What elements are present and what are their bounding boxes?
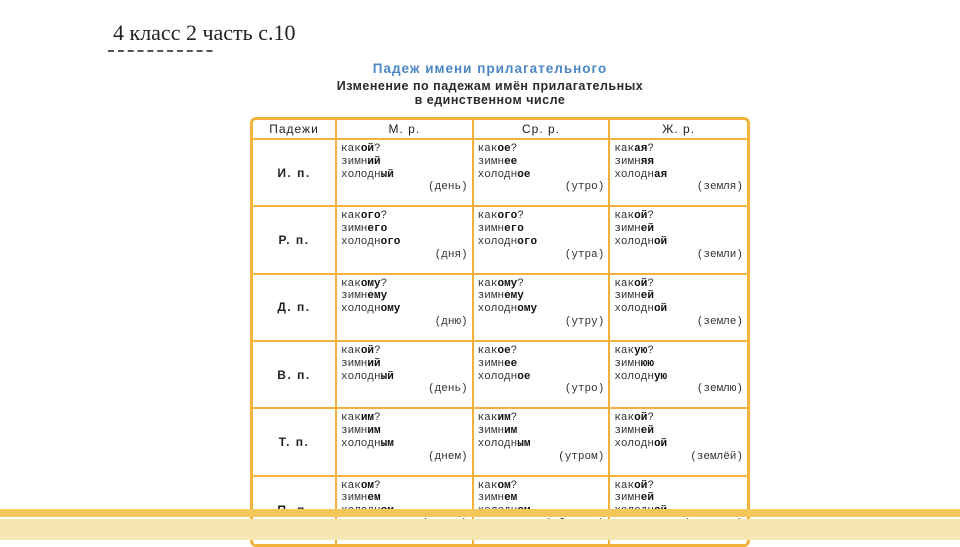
word-ending: ом [360,479,375,492]
word-ending: ий [367,357,381,370]
case-label: Р. п. [253,207,337,274]
form-cell-neuter [474,342,611,409]
adjective-form [341,438,472,451]
question-mark: ? [380,277,388,290]
word-stem: как [477,412,498,425]
form-cell-feminine [610,342,747,409]
form-cell-feminine [610,409,747,476]
adjective-form [341,358,472,371]
adjective-form [614,345,747,358]
word-stem: зимн [614,223,641,236]
word-stem: зимн [341,223,368,236]
form-cell-masculine [337,409,474,476]
word-stem: зимн [477,155,505,168]
word-ending: ое [497,345,511,357]
word-stem: зимн [341,155,368,168]
word-stem: холодн [341,168,381,181]
question-mark: ? [647,143,654,155]
adjective-form [478,480,609,493]
word-stem: как [341,479,361,492]
word-ending: ого [497,210,518,223]
adjective-form [341,492,472,505]
word-ending: ую [634,345,648,357]
noun-example: (утра) [564,248,605,261]
word-stem: зимн [477,425,505,438]
adjective-form [614,438,747,451]
word-stem: зимн [614,357,641,370]
word-ending: им [367,425,381,438]
word-stem: как [614,479,635,492]
question-mark: ? [374,479,381,492]
word-stem: холодн [614,303,654,316]
header-masculine: М. р. [337,120,474,140]
word-stem: как [477,143,498,155]
noun-example: (земле) [696,316,743,329]
word-stem: как [614,210,635,223]
word-stem: зимн [477,223,505,236]
adjective-form [614,169,747,182]
question-mark: ? [510,412,518,425]
word-ending: ем [367,492,381,505]
word-ending: ей [640,223,654,236]
word-stem: холодн [614,437,654,450]
adjective-form [341,156,472,169]
word-stem: как [614,277,635,290]
word-ending: ое [517,168,531,181]
adjective-form [478,303,609,316]
form-cell-neuter [474,275,611,342]
noun-example: (дню) [434,316,468,329]
adjective-form [614,358,747,371]
question-mark: ? [647,479,654,492]
noun-example: (земля) [696,181,743,194]
word-stem: зимн [341,492,368,505]
adjective-form [478,290,609,303]
adjective-form [341,236,472,249]
question-mark: ? [647,412,654,425]
word-ending: ым [380,437,394,450]
word-ending: ому [497,277,518,290]
noun-example: (дня) [434,248,468,261]
word-ending: ему [367,290,388,303]
adjective-form [478,156,609,169]
question-mark: ? [374,412,381,425]
question-mark: ? [510,479,518,492]
word-stem: как [614,143,635,155]
word-ending: ем [504,492,518,505]
word-ending: им [360,412,375,425]
word-ending: ого [360,210,381,223]
adjective-form [478,236,609,249]
noun-example: (утро) [564,181,605,194]
word-ending: им [497,412,511,425]
textbook-page [213,50,767,505]
slide-title: 4 класс 2 часть с.10 [113,20,296,45]
form-cell-masculine [337,342,474,409]
word-ending: ей [640,290,654,303]
word-stem: зимн [614,492,641,505]
noun-example: (утром) [558,450,605,463]
word-stem: холодн [614,370,654,383]
word-ending: ой [634,479,648,492]
adjective-form [341,412,472,425]
question-mark: ? [374,345,381,357]
word-stem: холодн [477,168,518,181]
question-mark: ? [517,277,524,290]
noun-example: (день) [428,383,468,396]
word-ending: им [504,425,518,438]
noun-example: (земли) [696,248,743,261]
adjective-form [614,425,747,438]
adjective-form [478,412,609,425]
form-cell-neuter [474,140,611,207]
adjective-form [478,210,609,223]
word-stem: холодн [341,437,381,450]
form-cell-feminine [610,140,747,207]
word-ending: ой [653,303,668,316]
word-stem: холодн [341,235,381,248]
word-ending: ой [634,412,648,425]
form-cell-masculine [337,207,474,274]
word-stem: холодн [614,168,654,181]
adjective-form [341,290,472,303]
word-stem: холодн [341,370,381,383]
word-stem: как [477,277,498,290]
word-ending: ой [360,345,375,357]
word-ending: ое [497,143,511,155]
adjective-form [341,480,472,493]
adjective-form [341,345,472,358]
word-ending: ым [517,437,531,450]
adjective-form [478,425,609,438]
case-label: И. п. [253,140,337,207]
word-ending: ий [367,155,381,168]
adjective-form [341,278,472,291]
adjective-form [478,169,609,182]
form-cell-neuter [474,409,611,476]
word-stem: холодн [614,235,654,248]
page-subtitle-line-1: Изменение по падежам имён прилагательных [336,79,644,93]
word-ending: ому [380,303,401,316]
word-stem: как [341,143,361,155]
word-ending: ой [634,277,648,290]
adjective-form [478,223,609,236]
adjective-form [341,303,472,316]
word-ending: ый [380,168,394,181]
adjective-form [614,278,747,291]
adjective-form [341,223,472,236]
word-stem: как [341,345,361,357]
case-label: В. п. [253,342,337,409]
declension-table [250,117,750,547]
word-ending: ого [517,235,538,248]
adjective-form [478,492,609,505]
question-mark: ? [517,210,524,223]
header-cases: Падежи [253,120,337,140]
word-ending: ой [653,437,668,450]
page-title: Падеж имени прилагательного [372,61,608,76]
adjective-form [478,438,609,451]
adjective-form [614,412,747,425]
noun-example: (утро) [564,383,605,396]
form-cell-neuter [474,207,611,274]
word-ending: ого [380,235,401,248]
form-cell-masculine [337,140,474,207]
adjective-form [341,169,472,182]
word-stem: зимн [477,492,505,505]
word-ending: юю [640,357,654,370]
word-stem: зимн [341,357,368,370]
adjective-form [478,371,609,384]
word-stem: зимн [614,290,641,303]
adjective-form [478,278,609,291]
word-stem: как [614,345,635,357]
word-ending: ее [504,357,518,370]
word-ending: ей [640,492,654,505]
footer-band-light [0,519,960,540]
word-ending: ая [653,168,668,181]
adjective-form [614,236,747,249]
word-stem: как [477,345,498,357]
word-stem: зимн [477,290,505,303]
noun-example: (день) [428,181,468,194]
word-stem: зимн [341,290,368,303]
noun-example: (землю) [696,383,743,396]
word-ending: ую [653,370,668,383]
word-ending: ому [517,303,538,316]
header-feminine: Ж. р. [610,120,747,140]
word-ending: ая [634,143,648,155]
question-mark: ? [647,210,654,223]
word-ending: ее [504,155,518,168]
adjective-form [614,290,747,303]
word-stem: холодн [477,370,518,383]
question-mark: ? [374,143,381,155]
adjective-form [614,480,747,493]
adjective-form [614,371,747,384]
question-mark: ? [647,345,654,357]
word-stem: как [341,277,361,290]
word-ending: ому [360,277,381,290]
adjective-form [478,358,609,371]
question-mark: ? [380,210,388,223]
word-ending: его [504,223,524,236]
noun-example: (днем) [428,450,468,463]
footer-band-dark [0,509,960,517]
question-mark: ? [647,277,654,290]
word-stem: зимн [614,425,641,438]
adjective-form [614,210,747,223]
case-label: Д. п. [253,275,337,342]
adjective-form [614,156,747,169]
word-ending: ой [360,143,375,155]
word-stem: холодн [341,303,381,316]
word-ending: ей [640,425,654,438]
word-stem: как [341,412,361,425]
word-stem: зимн [477,357,505,370]
word-stem: холодн [477,235,518,248]
page-subtitle-line-2: в единственном числе [414,93,566,107]
word-stem: зимн [614,155,641,168]
question-mark: ? [510,345,518,357]
form-cell-masculine [337,275,474,342]
adjective-form [614,492,747,505]
adjective-form [614,223,747,236]
word-stem: как [477,210,498,223]
adjective-form [478,345,609,358]
word-stem: холодн [477,437,518,450]
adjective-form [614,143,747,156]
noun-example: (землёй) [690,450,743,463]
word-stem: холодн [477,303,518,316]
adjective-form [614,303,747,316]
word-ending: его [367,223,388,236]
noun-example: (утру) [564,316,605,329]
word-stem: как [477,479,498,492]
word-stem: как [341,210,361,223]
adjective-form [341,371,472,384]
word-stem: зимн [341,425,368,438]
case-label: Т. п. [253,409,337,476]
word-stem: как [614,412,635,425]
word-ending: ом [497,479,511,492]
form-cell-feminine [610,207,747,274]
adjective-form [341,210,472,223]
question-mark: ? [510,143,518,155]
word-ending: ой [634,210,648,223]
word-ending: яя [640,155,654,168]
adjective-form [341,143,472,156]
word-ending: ое [517,370,531,383]
word-ending: ой [653,235,668,248]
word-ending: ему [504,290,524,303]
adjective-form [341,425,472,438]
adjective-form [478,143,609,156]
header-neuter: Ср. р. [474,120,611,140]
form-cell-feminine [610,275,747,342]
word-ending: ый [380,370,394,383]
